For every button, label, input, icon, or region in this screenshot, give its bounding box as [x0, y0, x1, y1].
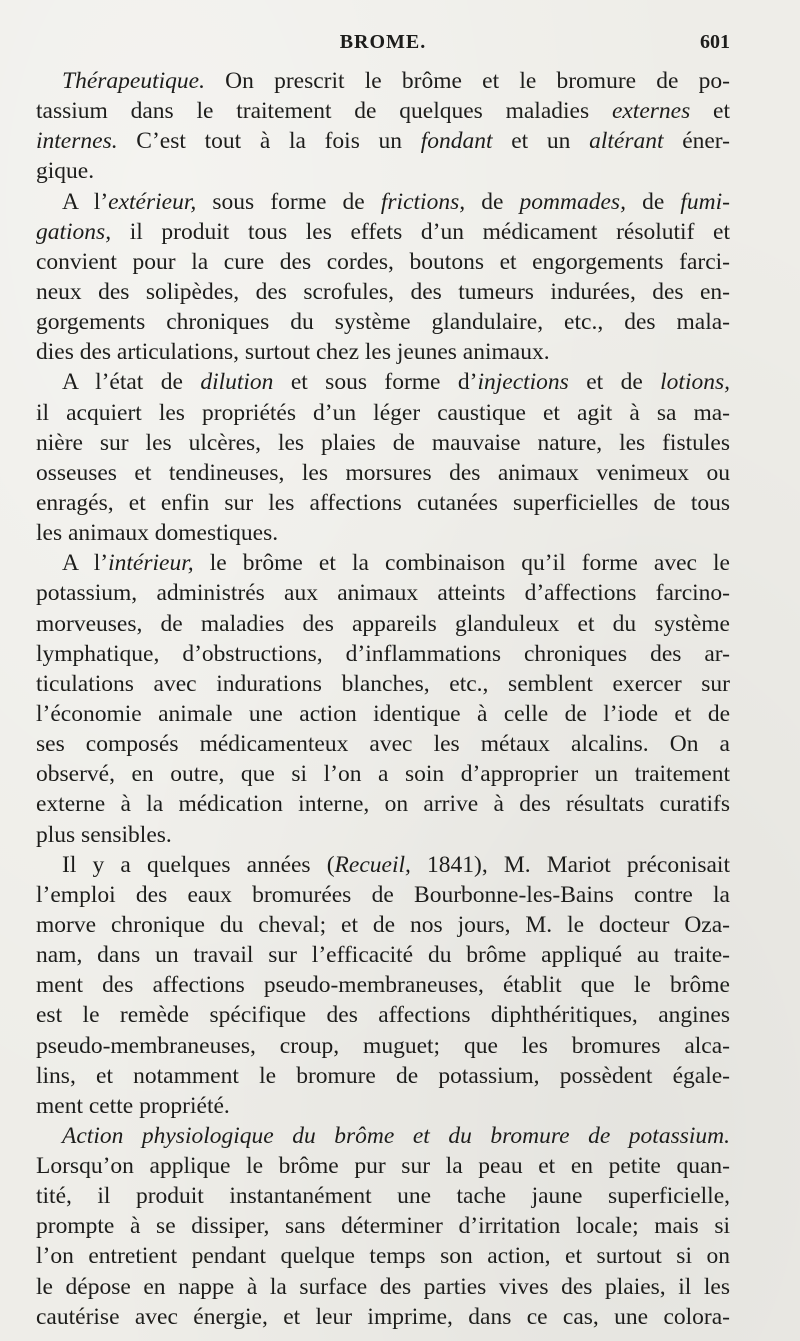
text-run: enragés, et enfin sur les affections cutanées superficielles de tous: [36, 489, 730, 516]
text-run: l’économie animale une action identique à celle de l’iode et de: [36, 700, 730, 727]
text-run: le brôme et la combinaison qu’il forme avec le: [193, 550, 730, 577]
italic-run: internes.: [36, 128, 118, 155]
text-line: [36, 669, 730, 699]
text-run: il produit tous les effets d’un médicament résolutif et: [111, 218, 730, 245]
text-run: nière sur les ulcères, les plaies de mauvaise nature, les fistules: [36, 429, 730, 456]
text-line: [36, 337, 730, 367]
text-run: tité, il produit instantanément une tache jaune superficielle,: [36, 1183, 730, 1210]
text-run: convient pour la cure des cordes, boutons et engorgements farci-: [36, 248, 730, 275]
text-line: [36, 1061, 730, 1091]
text-run: A l’: [62, 550, 109, 577]
text-run: ment cette propriété.: [36, 1092, 230, 1119]
text-run: ses composés médicamenteux avec les métaux alcalins. On a: [36, 731, 730, 758]
text-line: [36, 187, 730, 217]
text-run: dies des articulations, surtout chez les jeunes animaux.: [36, 339, 550, 366]
italic-run: intérieur,: [108, 550, 194, 577]
text-run: il acquiert les propriétés d’un léger caustique et agit à sa ma-: [36, 399, 730, 426]
text-run: 1841), M. Mariot préconisait: [410, 851, 730, 878]
text-line: [36, 1211, 730, 1241]
italic-run: pommades,: [519, 188, 626, 215]
text-line: [36, 518, 730, 548]
text-line: [36, 1151, 730, 1181]
text-run: nam, dans un travail sur l’efficacité du brôme appliqué au traite-: [36, 942, 730, 969]
text-line: [36, 578, 730, 608]
text-line: [36, 639, 730, 669]
text-line: [36, 1000, 730, 1030]
text-line: [36, 217, 730, 247]
text-line: [36, 66, 730, 96]
text-line: [36, 789, 730, 819]
text-line: [36, 458, 730, 488]
text-run: pseudo-membraneuses, croup, muguet; que les bromures alca-: [36, 1032, 730, 1059]
italic-run: fondant: [420, 128, 493, 155]
running-title: BROME.: [339, 31, 427, 53]
text-line: [36, 1241, 730, 1271]
italic-run: altérant: [589, 128, 664, 155]
text-run: observé, en outre, que si l’on a soin d’approprier un traitement: [36, 761, 730, 788]
text-run: cautérise avec énergie, et leur imprime, dans ce cas, une colora-: [36, 1303, 730, 1330]
text-run: et sous forme d’: [273, 369, 478, 396]
text-run: potassium, administrés aux animaux atteints d’affections farcino-: [36, 580, 730, 607]
text-line: [36, 247, 730, 277]
text-line: [36, 428, 730, 458]
text-run: de: [625, 188, 681, 215]
text-line: [36, 1181, 730, 1211]
text-line: [36, 910, 730, 940]
text-line: [36, 880, 730, 910]
italic-run: injections: [477, 369, 569, 396]
text-run: gique.: [36, 158, 95, 185]
italic-run: lotions,: [660, 369, 731, 396]
text-line: [36, 850, 730, 880]
italic-run: Thérapeutique.: [62, 68, 205, 94]
text-line: [36, 1121, 730, 1151]
text-run: l’on entretient pendant quelque temps son action, et surtout si on: [36, 1243, 730, 1270]
italic-run: frictions,: [380, 188, 466, 215]
text-run: ticulations avec indurations blanches, etc., semblent exercer sur: [36, 670, 730, 697]
text-line: [36, 609, 730, 639]
page-number: 601: [700, 31, 730, 53]
text-line: [36, 1272, 730, 1302]
text-run: externe à la médication interne, on arrive à des résultats curatifs: [36, 791, 730, 818]
text-run: est le remède spécifique des affections diphthéritiques, angines: [36, 1002, 730, 1029]
text-run: tassium dans le traitement de quelques maladies: [36, 98, 612, 125]
text-line: [36, 488, 730, 518]
italic-run: externes: [611, 98, 691, 125]
running-head: [36, 31, 730, 57]
text-run: neux des solipèdes, des scrofules, des tumeurs indurées, des en-: [36, 278, 730, 305]
text-run: morve chronique du cheval; et de nos jours, M. le docteur Oza-: [36, 911, 730, 938]
text-line: [36, 277, 730, 307]
text-run: le dépose en nappe à la surface des parties vives des plaies, il les: [36, 1273, 730, 1300]
italic-run: fumi-: [680, 188, 731, 215]
text-line: [36, 367, 730, 397]
text-run: ment des affections pseudo-membraneuses, établit que le brôme: [36, 972, 730, 999]
text-line: [36, 699, 730, 729]
text-line: [36, 759, 730, 789]
text-run: osseuses et tendineuses, les morsures des animaux venimeux ou: [36, 459, 730, 486]
text-line: [36, 970, 730, 1000]
text-run: lins, et notamment le bromure de potassium, possèdent égale-: [36, 1062, 730, 1089]
text-run: sous forme de: [196, 188, 381, 215]
text-line: [36, 548, 730, 578]
text-run: morveuses, de maladies des appareils glanduleux et du système: [36, 610, 730, 637]
italic-run: Action physiologique du brôme et du bromure de potassium.: [62, 1122, 730, 1149]
text-run: On prescrit le brôme et le bromure de po-: [204, 68, 730, 94]
text-run: et un: [492, 128, 590, 155]
text-run: C’est tout à la fois un: [117, 128, 421, 155]
italic-run: gations,: [36, 218, 112, 245]
text-run: Il y a quelques années (: [62, 851, 335, 878]
text-line: [36, 940, 730, 970]
text-line: [36, 820, 730, 850]
italic-run: dilution: [200, 369, 274, 396]
text-run: A l’: [62, 188, 109, 215]
text-run: gorgements chroniques du système glandulaire, etc., des mala-: [36, 309, 730, 336]
italic-run: extérieur,: [108, 188, 197, 215]
text-line: [36, 96, 730, 126]
text-line: [36, 156, 730, 186]
text-run: et de: [568, 369, 661, 396]
text-line: [36, 729, 730, 759]
text-line: [36, 1031, 730, 1061]
text-line: [36, 398, 730, 428]
text-run: plus sensibles.: [36, 821, 172, 848]
body-text: [36, 66, 730, 1332]
text-line: [36, 1302, 730, 1332]
text-line: [36, 126, 730, 156]
text-line: [36, 307, 730, 337]
text-run: l’emploi des eaux bromurées de Bourbonne-les-Bains contre la: [36, 881, 730, 908]
text-run: et: [690, 98, 730, 125]
text-run: A l’état de: [62, 369, 201, 396]
text-run: éner-: [663, 128, 730, 155]
italic-run: Recueil,: [334, 851, 411, 878]
text-run: les animaux domestiques.: [36, 520, 279, 547]
text-run: prompte à se dissiper, sans déterminer d’irritation locale; mais si: [36, 1213, 730, 1240]
text-run: Lorsqu’on applique le brôme pur sur la peau et en petite quan-: [36, 1153, 730, 1180]
text-run: de: [465, 188, 520, 215]
text-line: [36, 1091, 730, 1121]
text-run: lymphatique, d’obstructions, d’inflammations chroniques des ar-: [36, 640, 730, 667]
